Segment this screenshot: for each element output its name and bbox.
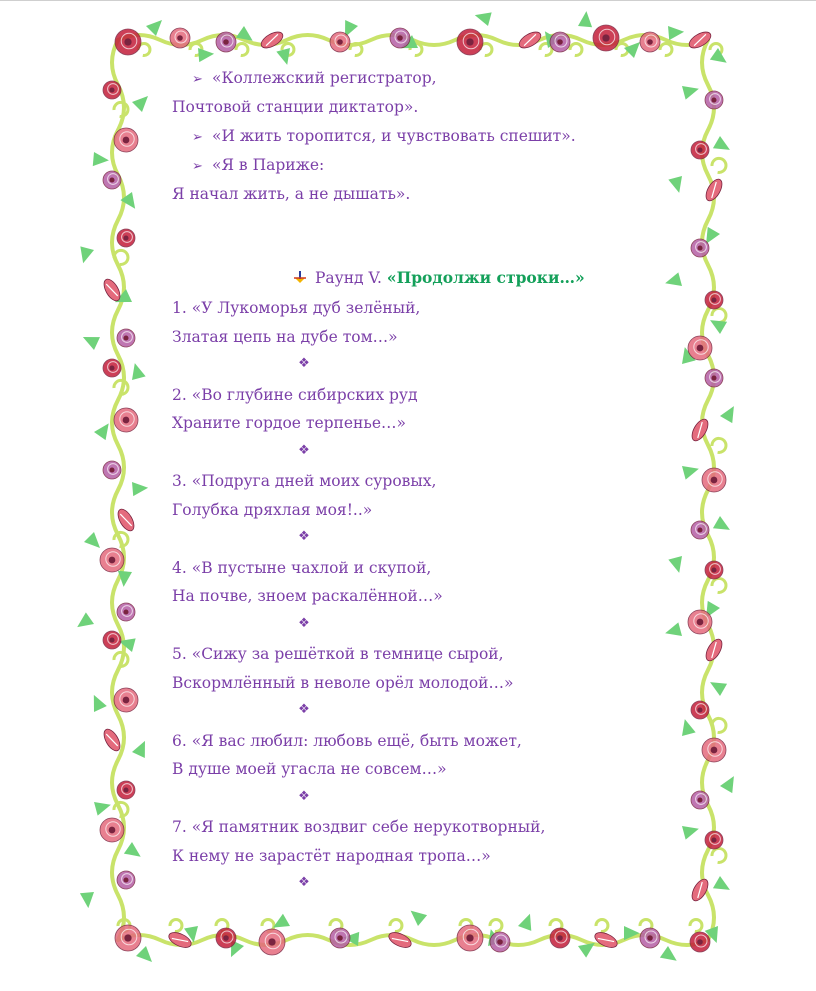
separator-icon: ❖ [298,875,310,890]
pin-icon [292,269,310,290]
separator-icon: ❖ [298,702,310,717]
question-line-2: В душе моей угасла не совсем…» [172,760,447,778]
arrow-bullet-icon: ➢ [192,159,203,174]
question-line-2: Голубка дряхлая моя!..» [172,500,373,519]
bullet-text-3: «Я в Париже: [212,156,325,174]
question-line-2: Вскормлённый в неволе орёл молодой…» [172,673,514,692]
round-title: «Продолжи строки…» [386,268,585,287]
arrow-bullet-icon: ➢ [192,72,203,87]
separator-icon: ❖ [298,615,310,631]
round-heading [292,268,585,290]
separator-icon: ❖ [298,788,310,804]
question-line-2: К нему не зарастёт народная тропа…» [172,846,491,865]
round-label: Раунд V. [314,269,382,287]
question-line-1: 4. «В пустыне чахлой и скупой, [172,558,432,577]
continuation-line-1: Почтовой станции диктатор». [172,98,419,116]
bullet-line-1 [192,68,437,90]
question-line-2: Храните гордое терпенье…» [172,414,406,432]
question-line-1: 5. «Сижу за решёткой в темнице сырой, [172,645,504,663]
question-line-2: Златая цепь на дубе том…» [172,327,398,346]
question-line-1: 3. «Подруга дней моих суровых, [172,472,437,490]
question-line-1: 6. «Я вас любил: любовь ещё, быть может, [172,731,522,750]
question-line-2: На почве, зноем раскалённой…» [172,587,443,605]
bullet-line-3 [192,155,324,177]
bullet-text-2: «И жить торопится, и чувствовать спешит». [212,127,576,145]
question-line-1: 7. «Я памятник воздвиг себе нерукотворный, [172,818,546,836]
question-line-1: 2. «Во глубине сибирских руд [172,385,418,404]
continuation-line-2: Я начал жить, а не дышать». [172,185,411,203]
arrow-bullet-icon: ➢ [192,130,203,145]
separator-icon: ❖ [298,442,310,458]
bullet-text-1: «Коллежский регистратор, [212,69,437,87]
separator-icon: ❖ [298,529,310,544]
separator-icon: ❖ [298,356,310,371]
question-line-1: 1. «У Лукоморья дуб зелёный, [172,299,421,317]
bullet-line-2 [192,126,576,148]
